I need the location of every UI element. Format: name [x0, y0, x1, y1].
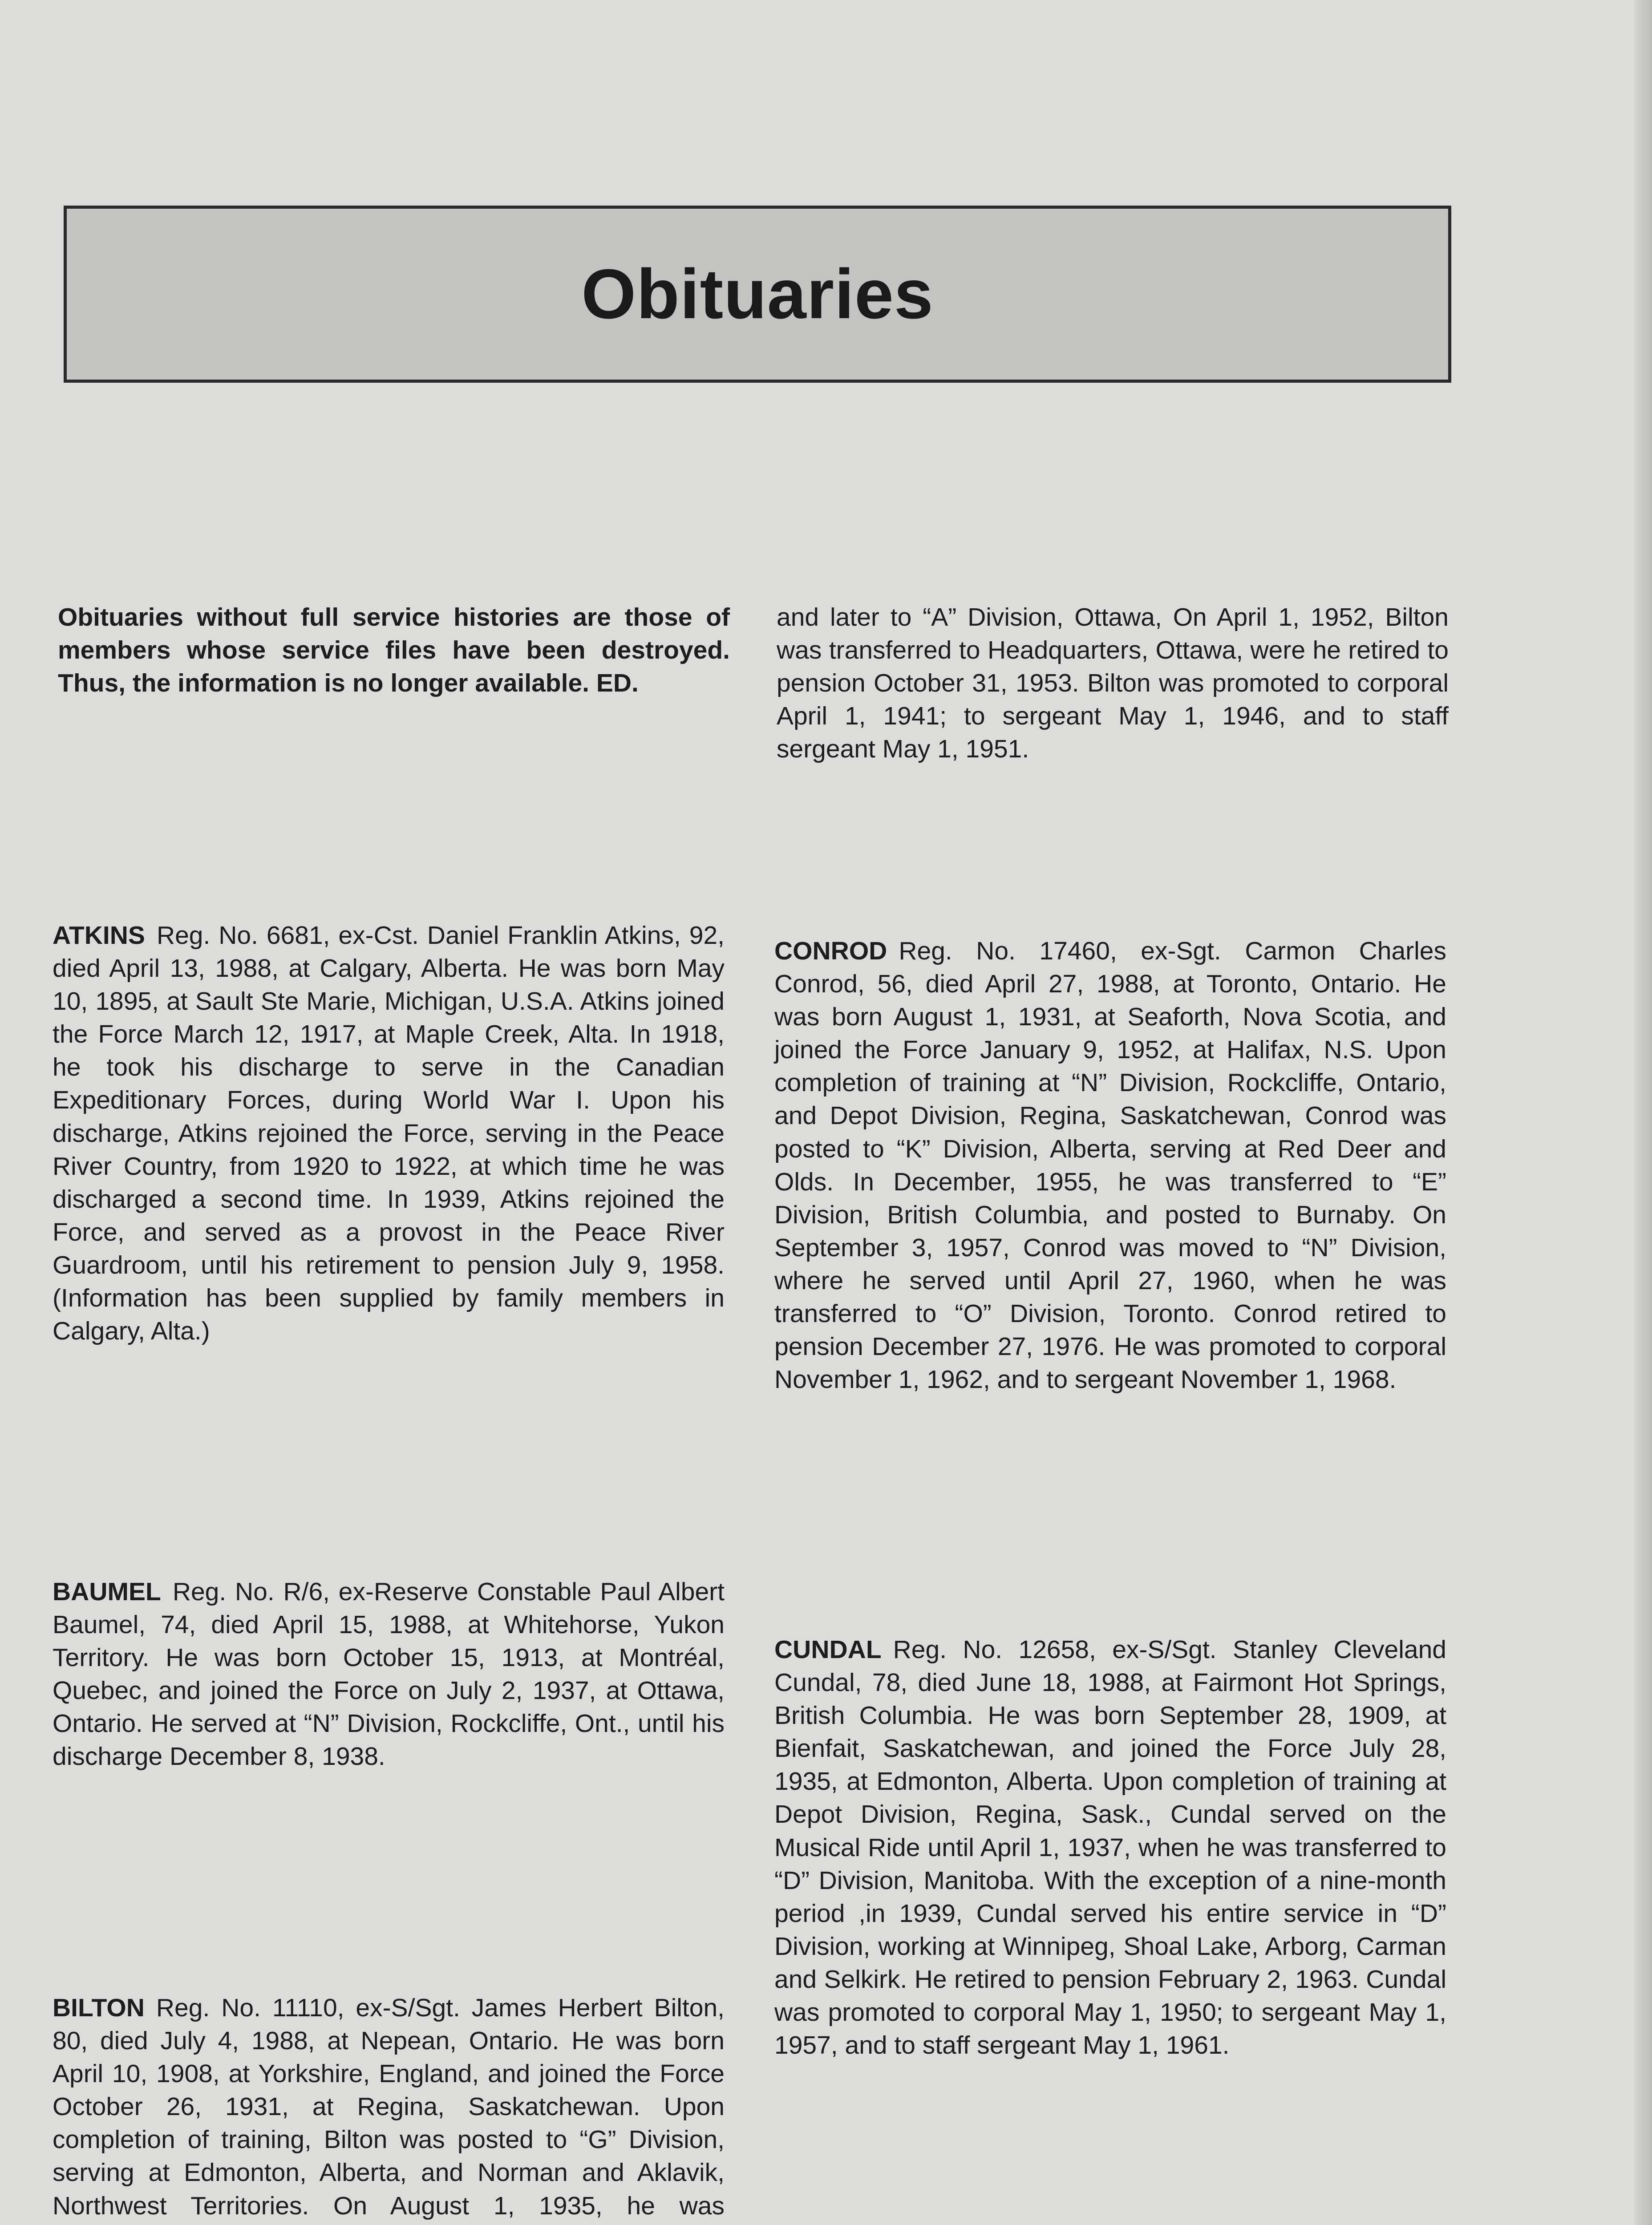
obituary-bilton — [53, 1991, 725, 2225]
obituary-name: CONROD — [774, 937, 887, 965]
editor-note: Obituaries without full service histories are those of members whose service files have been destroyed. Thus, the information is no longer available. ED. — [58, 603, 730, 698]
page-title: Obituaries — [581, 255, 934, 333]
obituary-cundal — [774, 1633, 1446, 2062]
obituary-name: ATKINS — [53, 921, 145, 950]
obituary-baumel — [53, 1575, 725, 1773]
page-edge — [1634, 0, 1652, 2225]
title-banner — [64, 206, 1451, 383]
obituary-name: BILTON — [53, 1994, 145, 2022]
obituary-text: Reg. No. 11110, ex-S/Sgt. James Herbert Bilton, 80, died July 4, 1988, at Nepean, Ontario. He was born April 10, 1908, at Yorkshire, England, and joined the Force October 26, 1931, at Regina, Saskatchewan. Upon completion of training, Bilton was posted to “G” Division, serving at Edmonton, Alberta, and Norman and Aklavik, Northwest Territories. On August 1, 1935, he was — [53, 1994, 725, 2220]
obituary-text: Reg. No. 12658, ex-S/Sgt. Stanley Cleveland Cundal, 78, died June 18, 1988, at Fairmont Hot Springs, British Columbia. He was born September 28, 1909, at Bienfait, Saskatchewan, and joined the Force July 28, 1935, at Edmonton, Alberta. Upon completion of training at Depot Division, Regina, Sask., Cundal served on the Musical Ride until April 1, 1937, when he was transferred to “D” Division, Manitoba. With the exception of a nine-month period ,in 1939, Cundal served his entire service in “D” Division, working at Winnipeg, Shoal Lake, Arborg, Carman and Selkirk. He retired to pension February 2, 1963. Cundal was promoted to corporal May 1, 1950; to sergeant May 1, 1957, and to staff sergeant May 1, 1961. — [774, 1635, 1446, 2060]
obituary-text: Reg. No. R/6, ex-Reserve Constable Paul Albert Baumel, 74, died April 15, 1988, at Whitehorse, Yukon Territory. He was born October 15, 1913, at Montréal, Quebec, and joined the Force on July 2, 1937, at Ottawa, Ontario. He served at “N” Division, Rockcliffe, Ont., until his discharge December 8, 1938. — [53, 1578, 725, 1771]
obituary-name: BAUMEL — [53, 1578, 161, 1606]
obituary-conrod — [774, 934, 1446, 1396]
obituary-text: Reg. No. 6681, ex-Cst. Daniel Franklin Atkins, 92, died April 13, 1988, at Calgary, Alberta. He was born May 10, 1895, at Sault Ste Marie, Michigan, U.S.A. Atkins joined the Force March 12, 1917, at Maple Creek, Alta. In 1918, he took his discharge to serve in the Canadian Expeditionary Forces, during World War I. Upon his discharge, Atkins rejoined the Force, serving in the Peace River Country, from 1920 to 1922, at which time he was discharged a second time. In 1939, Atkins rejoined the Force, and served as a provost in the Peace River Guardroom, until his retirement to pension July 9, 1958. (Information has been supplied by family members in Calgary, Alta.) — [53, 921, 725, 1346]
obituary-text: Reg. No. 17460, ex-Sgt. Carmon Charles Conrod, 56, died April 27, 1988, at Toronto, Ontario. He was born August 1, 1931, at Seaforth, Nova Scotia, and joined the Force January 9, 1952, at Halifax, N.S. Upon completion of training at “N” Division, Rockcliffe, Ontario, and Depot Division, Regina, Saskatchewan, Conrod was posted to “K” Division, Alberta, serving at Red Deer and Olds. In December, 1955, he was transferred to “E” Division, British Columbia, and posted to Burnaby. On September 3, 1957, Conrod was moved to “N” Division, where he served until April 27, 1960, when he was transferred to “O” Division, Toronto. Conrod retired to pension December 27, 1976. He was promoted to corporal November 1, 1962, and to sergeant November 1, 1968. — [774, 937, 1446, 1394]
bilton-continued-text: and later to “A” Division, Ottawa, On April 1, 1952, Bilton was transferred to Headquarters, Ottawa, were he retired to pension October 31, 1953. Bilton was promoted to corporal April 1, 1941; to sergeant May 1, 1946, and to staff sergeant May 1, 1951. — [777, 603, 1449, 764]
obituary-name: CUNDAL — [774, 1635, 882, 1664]
obituary-atkins — [53, 919, 725, 1347]
